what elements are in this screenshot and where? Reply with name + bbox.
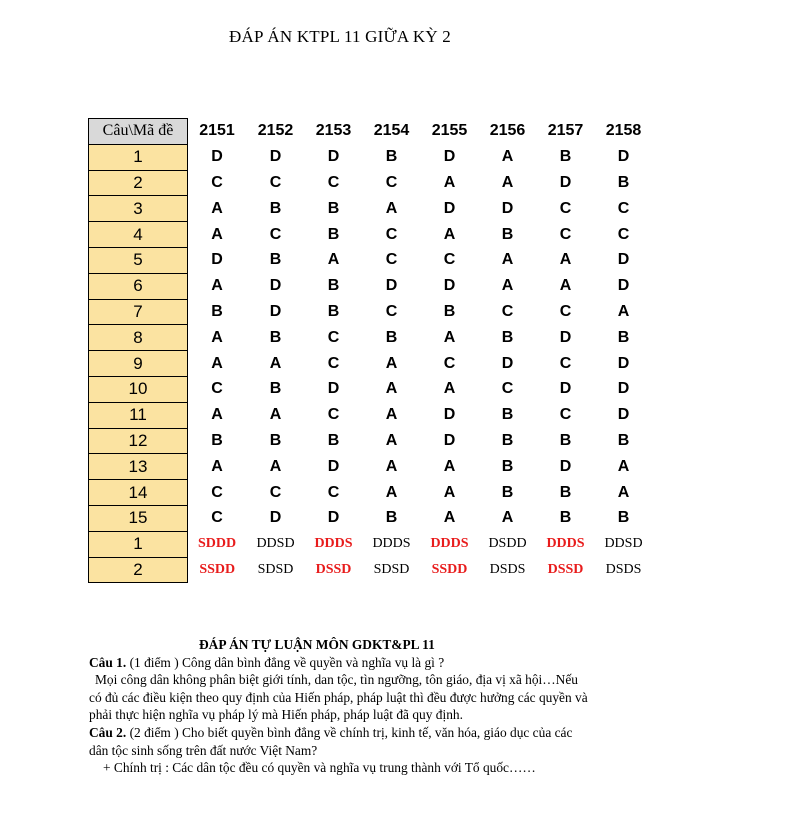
- answer-cell: A: [443, 483, 456, 501]
- answer-cell: D: [443, 148, 456, 166]
- answer-cell: D: [269, 148, 282, 166]
- table-row: [89, 247, 653, 273]
- answer-cell: D: [617, 277, 630, 295]
- answer-cell: A: [443, 380, 456, 398]
- answer-cell: C: [327, 406, 340, 424]
- question-1: [89, 654, 709, 672]
- answer-cell: D: [327, 457, 340, 475]
- answer-cell: B: [211, 431, 223, 449]
- answer-cell: B: [269, 431, 282, 449]
- answer-cell: D: [617, 406, 630, 424]
- answer-cell: D: [269, 302, 282, 320]
- answer-cell: D: [385, 277, 398, 295]
- question-number-cell: 1: [89, 144, 188, 170]
- true-false-answer-cell: SDDD: [197, 536, 237, 552]
- true-false-answer-cell: DDDS: [430, 536, 469, 552]
- answer-cell: A: [443, 225, 456, 243]
- answer-1-line-1: Mọi công dân không phân biệt giới tính, dan tộc, tìn ngưỡng, tôn giáo, địa vị xã hội…Nếu: [95, 672, 578, 688]
- answer-cell: A: [385, 457, 398, 475]
- answer-cell: D: [617, 354, 630, 372]
- answer-cell: D: [501, 354, 514, 372]
- true-false-answer-cell: SSDD: [431, 561, 468, 577]
- answer-cell: D: [559, 173, 572, 191]
- answer-cell: B: [269, 328, 282, 346]
- question-number-cell: 12: [89, 428, 188, 454]
- table-row: [89, 196, 653, 222]
- answer-cell: A: [385, 406, 398, 424]
- true-false-answer-cell: SSDD: [199, 561, 236, 577]
- answer-cell: B: [501, 483, 514, 501]
- answer-cell: A: [211, 354, 223, 372]
- answer-cell: C: [211, 380, 223, 398]
- answer-cell: B: [501, 406, 514, 424]
- table-row: [89, 273, 653, 299]
- true-false-answer-cell: DSSD: [315, 561, 352, 577]
- answer-cell: A: [327, 251, 340, 269]
- table-row: [89, 222, 653, 248]
- answer-cell: A: [385, 354, 398, 372]
- answer-cell: A: [617, 302, 630, 320]
- table-row: [89, 376, 653, 402]
- answer-cell: C: [385, 302, 398, 320]
- table-row: [89, 325, 653, 351]
- true-false-answer-cell: SDSD: [373, 561, 410, 577]
- answer-cell: D: [327, 380, 340, 398]
- answer-cell: A: [385, 483, 398, 501]
- true-false-answer-cell: DDDS: [546, 536, 585, 552]
- answer-cell: C: [559, 302, 572, 320]
- answer-cell: C: [559, 199, 572, 217]
- question-number-cell: 9: [89, 351, 188, 377]
- true-false-answer-cell: DDSD: [256, 536, 295, 552]
- answer-cell: B: [327, 302, 340, 320]
- page-title: ĐÁP ÁN KTPL 11 GIỮA KỲ 2: [229, 27, 451, 46]
- answer-cell: C: [443, 354, 456, 372]
- question-number-cell: 3: [89, 196, 188, 222]
- answer-cell: D: [559, 328, 572, 346]
- answer-cell: A: [617, 483, 630, 501]
- true-false-answer-cell: DSDS: [605, 561, 642, 577]
- answer-cell: C: [443, 251, 456, 269]
- answer-cell: C: [501, 380, 514, 398]
- answer-cell: A: [501, 148, 514, 166]
- answer-cell: A: [501, 277, 514, 295]
- table-row: [89, 299, 653, 325]
- answer-1-line-2: có đủ các điều kiện theo quy định của Hiến pháp, pháp luật thì đều được hưởng các quyền và: [89, 689, 588, 705]
- answer-cell: D: [617, 251, 630, 269]
- header-code-cell: 2151: [199, 122, 235, 140]
- answer-cell: C: [269, 483, 282, 501]
- table-row: [89, 351, 653, 377]
- answer-cell: B: [617, 509, 630, 527]
- essay-section: [89, 636, 709, 777]
- header-code-cell: 2155: [431, 122, 468, 140]
- question-number-cell: 15: [89, 505, 188, 531]
- answer-2-line-1: + Chính trị : Các dân tộc đều có quyền và nghĩa vụ trung thành với Tổ quốc……: [103, 760, 536, 776]
- answer-cell: D: [269, 509, 282, 527]
- answer-cell: C: [327, 328, 340, 346]
- answer-cell: A: [501, 251, 514, 269]
- true-false-answer-cell: SDSD: [257, 561, 294, 577]
- question-number-cell: 14: [89, 480, 188, 506]
- answer-cell: A: [269, 457, 282, 475]
- table-row: [89, 505, 653, 531]
- answer-cell: A: [211, 406, 223, 424]
- answer-cell: A: [211, 199, 223, 217]
- answer-cell: B: [443, 302, 456, 320]
- answer-cell: A: [385, 431, 398, 449]
- answer-cell: B: [327, 277, 340, 295]
- true-false-answer-cell: DDSD: [604, 536, 643, 552]
- answer-1-line-3: phải thực hiện nghĩa vụ pháp lý mà Hiến pháp, pháp luật đã quy định.: [89, 707, 463, 723]
- answer-cell: B: [501, 225, 514, 243]
- answer-cell: C: [559, 225, 572, 243]
- answer-cell: B: [385, 148, 398, 166]
- answer-cell: C: [269, 173, 282, 191]
- header-code-cell: 2152: [257, 122, 294, 140]
- answer-cell: B: [385, 509, 398, 527]
- answer-cell: B: [501, 431, 514, 449]
- answer-cell: C: [211, 483, 223, 501]
- table-row: [89, 402, 653, 428]
- table-row: [89, 557, 653, 583]
- answer-cell: D: [327, 509, 340, 527]
- answer-cell: A: [559, 251, 572, 269]
- question-number-cell: 8: [89, 325, 188, 351]
- header-code-cell: 2156: [489, 122, 526, 140]
- answer-cell: A: [385, 380, 398, 398]
- question-2-line-2: dân tộc sinh sống trên đất nước Việt Nam?: [89, 742, 318, 758]
- answer-cell: B: [269, 199, 282, 217]
- answer-cell: B: [385, 328, 398, 346]
- answer-cell: A: [501, 509, 514, 527]
- table-body: [89, 144, 653, 583]
- answer-cell: B: [327, 199, 340, 217]
- answer-cell: B: [327, 431, 340, 449]
- question-number-cell: 6: [89, 273, 188, 299]
- question-number-cell: 4: [89, 222, 188, 248]
- true-false-answer-cell: DDDS: [372, 536, 411, 552]
- answer-cell: D: [443, 199, 456, 217]
- answer-cell: B: [211, 302, 223, 320]
- answer-cell: D: [443, 406, 456, 424]
- answer-cell: D: [327, 148, 340, 166]
- answer-cell: D: [443, 277, 456, 295]
- answer-cell: A: [443, 173, 456, 191]
- answer-cell: C: [559, 354, 572, 372]
- header-code-cell: 2158: [605, 122, 642, 140]
- table-header-row: [89, 119, 653, 145]
- answer-cell: B: [501, 457, 514, 475]
- true-false-answer-cell: DSDS: [489, 561, 526, 577]
- question-2: [89, 724, 709, 742]
- answer-cell: C: [211, 509, 223, 527]
- answer-cell: C: [617, 225, 630, 243]
- header-code-cell: 2157: [547, 122, 584, 140]
- table-row: [89, 480, 653, 506]
- true-false-answer-cell: DSDD: [488, 536, 527, 552]
- answer-cell: A: [211, 225, 223, 243]
- question-number-cell: 13: [89, 454, 188, 480]
- answer-cell: D: [559, 380, 572, 398]
- table-row: [89, 144, 653, 170]
- answer-cell: B: [559, 431, 572, 449]
- answer-cell: D: [617, 380, 630, 398]
- question-number-cell: 5: [89, 247, 188, 273]
- answer-cell: A: [211, 328, 223, 346]
- answer-cell: C: [617, 199, 630, 217]
- answer-cell: A: [385, 199, 398, 217]
- answer-cell: C: [385, 251, 398, 269]
- answer-cell: C: [327, 354, 340, 372]
- answer-cell: B: [617, 328, 630, 346]
- header-label-cell: Câu\Mã đề: [89, 119, 188, 145]
- answer-cell: C: [385, 173, 398, 191]
- answer-cell: B: [269, 380, 282, 398]
- table-row: [89, 531, 653, 557]
- answer-cell: D: [559, 457, 572, 475]
- question-1-text: (1 điểm ) Công dân bình đẳng về quyền và nghĩa vụ là gì ?: [126, 654, 445, 670]
- true-false-answer-cell: DSSD: [547, 561, 584, 577]
- answer-cell: C: [269, 225, 282, 243]
- answer-cell: D: [443, 431, 456, 449]
- answer-cell: B: [269, 251, 282, 269]
- answer-cell: C: [559, 406, 572, 424]
- question-2-text: (2 điểm ) Cho biết quyền bình đẳng về chính trị, kinh tế, văn hóa, giáo dục của các: [126, 724, 573, 740]
- true-false-answer-cell: DDDS: [314, 536, 353, 552]
- answer-cell: D: [211, 148, 223, 166]
- answer-cell: B: [559, 148, 572, 166]
- answer-cell: B: [501, 328, 514, 346]
- question-2-label: Câu 2.: [89, 724, 127, 740]
- answer-cell: C: [385, 225, 398, 243]
- essay-title: ĐÁP ÁN TỰ LUẬN MÔN GDKT&PL 11: [199, 637, 435, 652]
- question-number-cell: 2: [89, 170, 188, 196]
- answer-cell: A: [443, 509, 456, 527]
- table-row: [89, 454, 653, 480]
- question-number-cell: 10: [89, 376, 188, 402]
- answer-cell: D: [617, 148, 630, 166]
- answer-cell: A: [211, 277, 223, 295]
- answer-cell: A: [269, 354, 282, 372]
- answer-cell: A: [443, 457, 456, 475]
- answer-cell: B: [559, 509, 572, 527]
- answer-cell: D: [269, 277, 282, 295]
- answer-key-table: [88, 118, 653, 583]
- table-row: [89, 170, 653, 196]
- answer-cell: C: [327, 483, 340, 501]
- question-number-cell: 11: [89, 402, 188, 428]
- answer-cell: C: [327, 173, 340, 191]
- answer-cell: A: [559, 277, 572, 295]
- question-number-cell: 2: [89, 557, 188, 583]
- question-1-label: Câu 1.: [89, 654, 127, 670]
- header-code-cell: 2154: [373, 122, 410, 140]
- answer-cell: B: [559, 483, 572, 501]
- table-row: [89, 428, 653, 454]
- answer-cell: A: [211, 457, 223, 475]
- answer-cell: B: [327, 225, 340, 243]
- answer-cell: A: [443, 328, 456, 346]
- question-number-cell: 7: [89, 299, 188, 325]
- question-number-cell: 1: [89, 531, 188, 557]
- answer-cell: C: [501, 302, 514, 320]
- answer-cell: B: [617, 173, 630, 191]
- answer-cell: A: [501, 173, 514, 191]
- answer-cell: B: [617, 431, 630, 449]
- answer-cell: D: [501, 199, 514, 217]
- header-code-cell: 2153: [315, 122, 352, 140]
- answer-cell: C: [211, 173, 223, 191]
- answer-cell: A: [617, 457, 630, 475]
- answer-cell: A: [269, 406, 282, 424]
- answer-cell: D: [211, 251, 223, 269]
